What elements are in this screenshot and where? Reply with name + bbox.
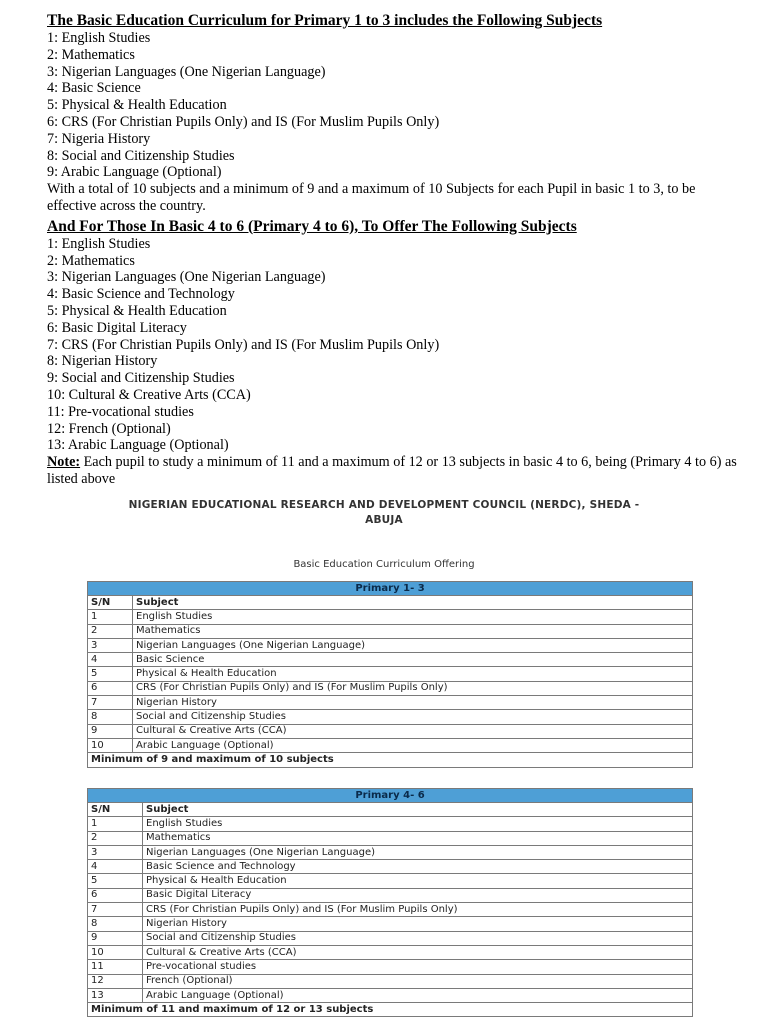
col-sn-header: S/N <box>88 596 133 610</box>
row-subject: Mathematics <box>133 624 693 638</box>
row-subject: French (Optional) <box>143 974 693 988</box>
document-body <box>47 11 737 488</box>
list-item: 11: Pre-vocational studies <box>47 403 194 420</box>
section1-summary: With a total of 10 subjects and a minimum of 9 and a maximum of 10 Subjects for each Pupil in basic 1 to 3, to be effective across the country. <box>47 181 696 214</box>
list-item: 12: French (Optional) <box>47 420 171 437</box>
row-sn: 7 <box>88 903 143 917</box>
row-subject: Physical & Health Education <box>143 874 693 888</box>
table-row <box>88 653 693 667</box>
table-row <box>88 817 693 831</box>
list-item: 9: Arabic Language (Optional) <box>47 164 222 181</box>
row-sn: 4 <box>88 653 133 667</box>
table-row <box>88 610 693 624</box>
table-row <box>88 681 693 695</box>
list-item: 8: Nigerian History <box>47 353 158 370</box>
table-row <box>88 724 693 738</box>
table-row <box>88 874 693 888</box>
list-item: 7: Nigeria History <box>47 130 151 147</box>
list-item: 5: Physical & Health Education <box>47 97 227 114</box>
row-subject: Arabic Language (Optional) <box>143 988 693 1002</box>
table-row <box>88 931 693 945</box>
row-sn: 1 <box>88 610 133 624</box>
council-title-city: ABUJA <box>365 514 403 526</box>
table-header-row <box>88 803 693 817</box>
table-row <box>88 831 693 845</box>
table-row <box>88 903 693 917</box>
list-item: 1: English Studies <box>47 30 151 46</box>
list-item: 9: Social and Citizenship Studies <box>47 370 235 387</box>
table-row <box>88 738 693 752</box>
col-subject-header: Subject <box>133 596 693 610</box>
table-band: Primary 1- 3 <box>88 582 693 596</box>
list-item: 13: Arabic Language (Optional) <box>47 437 229 454</box>
row-sn: 10 <box>88 945 143 959</box>
list-item: 10: Cultural & Creative Arts (CCA) <box>47 386 251 403</box>
row-sn: 9 <box>88 931 143 945</box>
row-sn: 1 <box>88 817 143 831</box>
row-sn: 5 <box>88 874 143 888</box>
table-row <box>88 974 693 988</box>
list-item: 7: CRS (For Christian Pupils Only) and IS (For Muslim Pupils Only) <box>47 336 440 353</box>
list-item: 3: Nigerian Languages (One Nigerian Language) <box>47 63 326 80</box>
row-sn: 11 <box>88 960 143 974</box>
list-item: 1: English Studies <box>47 235 151 252</box>
row-sn: 2 <box>88 624 133 638</box>
table-row <box>88 624 693 638</box>
table-row <box>88 945 693 959</box>
row-subject: Basic Science <box>133 653 693 667</box>
list-item: 4: Basic Science and Technology <box>47 286 235 303</box>
row-subject: Nigerian History <box>143 917 693 931</box>
table-band: Primary 4- 6 <box>88 789 693 803</box>
row-sn: 8 <box>88 917 143 931</box>
table-row <box>88 638 693 652</box>
note-label: Note: <box>47 454 81 471</box>
row-subject: CRS (For Christian Pupils Only) and IS (For Muslim Pupils Only) <box>143 903 693 917</box>
table-row <box>88 917 693 931</box>
row-sn: 6 <box>88 681 133 695</box>
row-subject: CRS (For Christian Pupils Only) and IS (For Muslim Pupils Only) <box>133 681 693 695</box>
list-item: 6: CRS (For Christian Pupils Only) and IS (For Muslim Pupils Only) <box>47 113 440 130</box>
table-row <box>88 710 693 724</box>
table-row <box>88 860 693 874</box>
row-subject: Arabic Language (Optional) <box>133 738 693 752</box>
section1-heading: The Basic Education Curriculum for Primary 1 to 3 includes the Following Subjects <box>47 12 603 29</box>
row-subject: Mathematics <box>143 831 693 845</box>
row-subject: Pre-vocational studies <box>143 960 693 974</box>
row-sn: 5 <box>88 667 133 681</box>
list-item: 3: Nigerian Languages (One Nigerian Language) <box>47 269 326 286</box>
col-sn-header: S/N <box>88 803 143 817</box>
row-sn: 3 <box>88 845 143 859</box>
table-row <box>88 696 693 710</box>
row-sn: 9 <box>88 724 133 738</box>
primary-4-6-table <box>87 788 693 1017</box>
col-subject-header: Subject <box>143 803 693 817</box>
list-item: 4: Basic Science <box>47 80 141 97</box>
row-sn: 4 <box>88 860 143 874</box>
row-sn: 6 <box>88 888 143 902</box>
table-footer: Minimum of 9 and maximum of 10 subjects <box>88 753 693 767</box>
curriculum-subtitle: Basic Education Curriculum Offering <box>293 559 475 570</box>
list-item: 2: Mathematics <box>47 46 135 63</box>
row-subject: Nigerian History <box>133 696 693 710</box>
row-sn: 7 <box>88 696 133 710</box>
row-sn: 3 <box>88 638 133 652</box>
primary-1-3-table <box>87 581 693 768</box>
nerdc-curriculum-image <box>0 496 768 1024</box>
table-row <box>88 845 693 859</box>
table-footer: Minimum of 11 and maximum of 12 or 13 subjects <box>88 1003 693 1017</box>
table-row <box>88 988 693 1002</box>
row-sn: 8 <box>88 710 133 724</box>
row-subject: Social and Citizenship Studies <box>143 931 693 945</box>
row-subject: Social and Citizenship Studies <box>133 710 693 724</box>
table-row <box>88 667 693 681</box>
table-header-row <box>88 596 693 610</box>
section2-note <box>47 454 737 488</box>
row-subject: Basic Digital Literacy <box>143 888 693 902</box>
table-row <box>88 888 693 902</box>
note-text: Each pupil to study a minimum of 11 and a maximum of 12 or 13 subjects in basic 4 to 6, being (Primary 4 to 6) as listed above <box>47 454 737 487</box>
row-subject: Nigerian Languages (One Nigerian Language) <box>133 638 693 652</box>
row-subject: Nigerian Languages (One Nigerian Language) <box>143 845 693 859</box>
row-subject: Cultural & Creative Arts (CCA) <box>143 945 693 959</box>
row-subject: Basic Science and Technology <box>143 860 693 874</box>
row-subject: Cultural & Creative Arts (CCA) <box>133 724 693 738</box>
row-sn: 2 <box>88 831 143 845</box>
row-sn: 12 <box>88 974 143 988</box>
list-item: 8: Social and Citizenship Studies <box>47 147 235 164</box>
council-title: NIGERIAN EDUCATIONAL RESEARCH AND DEVELOPMENT COUNCIL (NERDC), SHEDA - <box>128 499 640 511</box>
list-item: 6: Basic Digital Literacy <box>47 319 187 336</box>
section2-heading: And For Those In Basic 4 to 6 (Primary 4 to 6), To Offer The Following Subjects <box>47 217 577 235</box>
row-subject: Physical & Health Education <box>133 667 693 681</box>
list-item: 2: Mathematics <box>47 252 135 269</box>
section2-list <box>47 236 737 454</box>
row-sn: 10 <box>88 738 133 752</box>
row-sn: 13 <box>88 988 143 1002</box>
row-subject: English Studies <box>143 817 693 831</box>
list-item: 5: Physical & Health Education <box>47 302 227 319</box>
table-row <box>88 960 693 974</box>
section1-list <box>47 30 737 181</box>
row-subject: English Studies <box>133 610 693 624</box>
